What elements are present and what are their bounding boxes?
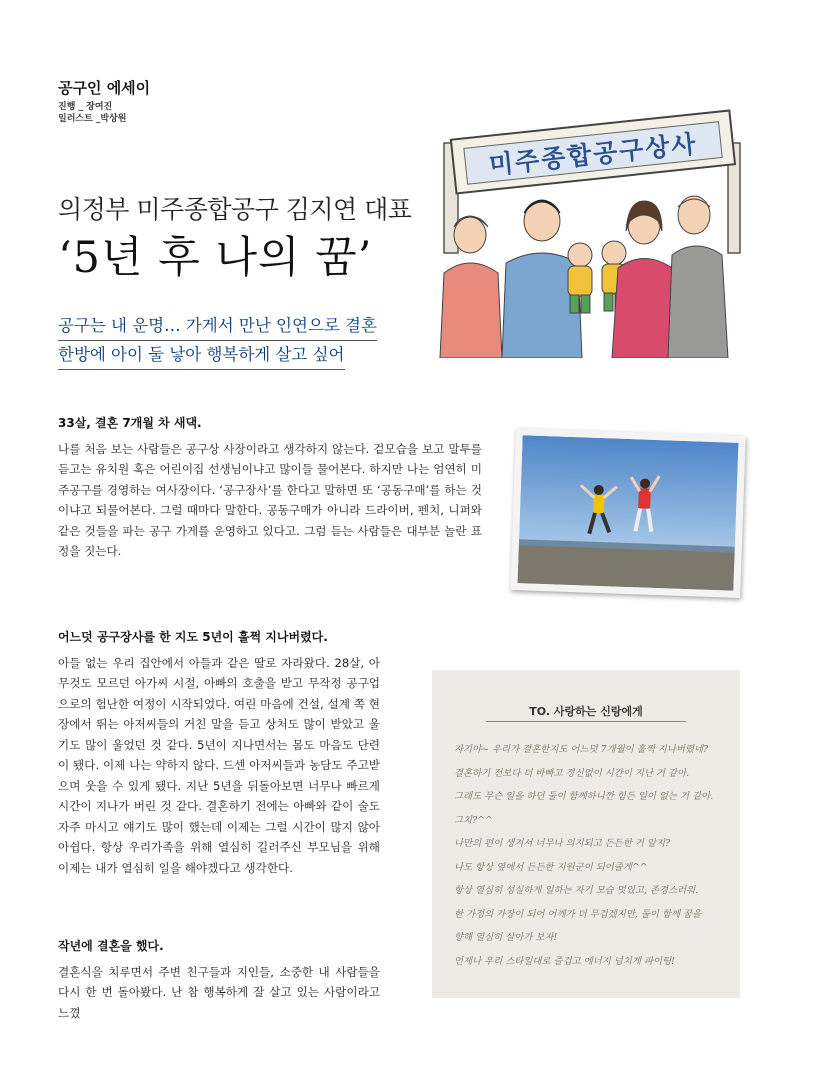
letter-title-divider (486, 721, 686, 722)
letter-line: 자기야~ 우리가 결혼한지도 어느덧 7개월이 훌쩍 지나버렸네? (454, 744, 709, 755)
shop-sign (451, 110, 735, 193)
jump-photo-svg (517, 435, 738, 590)
family-illustration (432, 103, 744, 358)
family-illustration-svg (432, 103, 744, 358)
deck-line-2: 한방에 아이 둘 낳아 행복하게 살고 싶어 (58, 342, 345, 370)
letter-line: 나도 항상 옆에서 든든한 지원군이 되어줄게^^ (454, 861, 648, 873)
deck (58, 313, 388, 371)
letter-line: 향해 열심히 살아가 보자! (454, 932, 558, 943)
letter-box (432, 670, 740, 998)
letter-line: 언제나 우리 스타일대로 즐겁고 에너지 넘치게 파이팅! (454, 955, 675, 967)
letter-line: 그치?^^ (454, 814, 493, 826)
grandfather-figure (668, 196, 728, 358)
photo-mudflat (517, 545, 734, 591)
jump-photo (510, 428, 746, 598)
letter-line: 항상 열심히 성실하게 일하는 자기 모습 멋있고, 존경스러워. (454, 885, 699, 896)
credits (58, 101, 127, 125)
letter-line: 결혼하기 전보다 더 바빠고 정신없이 시간이 지난 거 같아. (454, 767, 690, 779)
deck-line-1: 공구는 내 운명… 가게서 만난 인연으로 결혼 (58, 313, 377, 341)
headline-title: ‘5년 후 나의 꿈’ (58, 233, 373, 283)
body-section-3 (58, 936, 380, 1023)
section-label: 공구인 에세이 (58, 79, 151, 97)
letter-line: 그래도 무슨 일을 하던 둘이 함께하니깐 힘든 일이 없는 거 같아. (454, 791, 714, 802)
section-1-text: 나를 처음 보는 사람들은 공구상 사장이라고 생각하지 않는다. 겉모습을 보고 말투를 듣고는 유치원 혹은 어린이집 선생님이냐고 많이들 물어본다. 하지만 나는 엄연히 미주공구를 경영하는 여사장이다. ‘공구장사’를 한다고 말하면 또 ‘공동구매’를 하는 것이냐고 되물어본다. 그럴 때마다 말한다. 공동구매가 아니라 드라이버, 펜치, 니퍼와 같은 것들을 파는 공구 가게를 운영하고 있다고. 그럼 듣는 사람들은 대부분 놀란 표정을 짓는다. (58, 441, 482, 558)
mother-figure (612, 201, 676, 358)
headline-subtitle: 의정부 미주종합공구 김지연 대표 (58, 195, 412, 224)
section-3-text: 결혼식을 치루면서 주변 친구들과 지인들, 소중한 내 사람들을 다시 한 번 돌아봤다. 난 참 행복하게 잘 살고 있는 사람이라고 느꼈 (58, 964, 380, 1020)
shop-sign-text: 미주종합공구상사 (487, 129, 699, 180)
letter-body (454, 738, 734, 973)
section-3-lead: 작년에 결혼을 했다. (58, 939, 164, 953)
body-section-2 (58, 627, 380, 878)
section-2-lead: 어느덧 공구장사를 한 지도 5년이 훌쩍 지나버렸다. (58, 630, 328, 644)
photo-sky (519, 435, 739, 552)
body-section-1 (58, 413, 482, 562)
letter-line: 나만의 편이 생겨서 너무나 의지되고 든든한 거 알지? (454, 838, 671, 849)
section-1-lead: 33살, 결혼 7개월 차 새댁. (58, 416, 202, 430)
credit-illustrator: 일러스트 _박상원 (58, 114, 127, 124)
section-2-text: 아들 없는 우리 집안에서 아들과 같은 딸로 자라왔다. 28살, 아무것도 모르던 아가씨 시절, 아빠의 호출을 받고 무작정 공구업으로의 험난한 여정이 시작되었다. 여린 마음에 건설, 설계 쪽 현장에서 뛰는 아저씨들의 거친 말을 듣고 상처도 많이 받았고 울기도 많이 울었던 것 같다. 5년이 지나면서는 몸도 마음도 단련이 됐다. 이제 나는 약하지 않다. 드센 아저씨들과 농담도 주고받으며 웃을 수 있게 됐다. 지난 5년을 뒤돌아보면 너무나 빠르게 시간이 지나가 버린 것 같다. 결혼하기 전에는 아빠와 같이 술도 자주 마시고 얘기도 많이 했는데 이제는 그럴 시간이 많지 않아 아쉽다. 항상 우리가족을 위해 열심히 길러주신 부모님을 위해 이제는 내가 열심히 일을 해야겠다고 생각한다. (58, 655, 380, 875)
letter-line: 한 가정의 가장이 되어 어깨가 더 무겁겠지만, 둘이 함께 꿈을 (454, 908, 702, 920)
letter-title: TO. 사랑하는 신랑에게 (529, 705, 643, 718)
credit-editor: 진행 _ 장여진 (58, 102, 113, 112)
